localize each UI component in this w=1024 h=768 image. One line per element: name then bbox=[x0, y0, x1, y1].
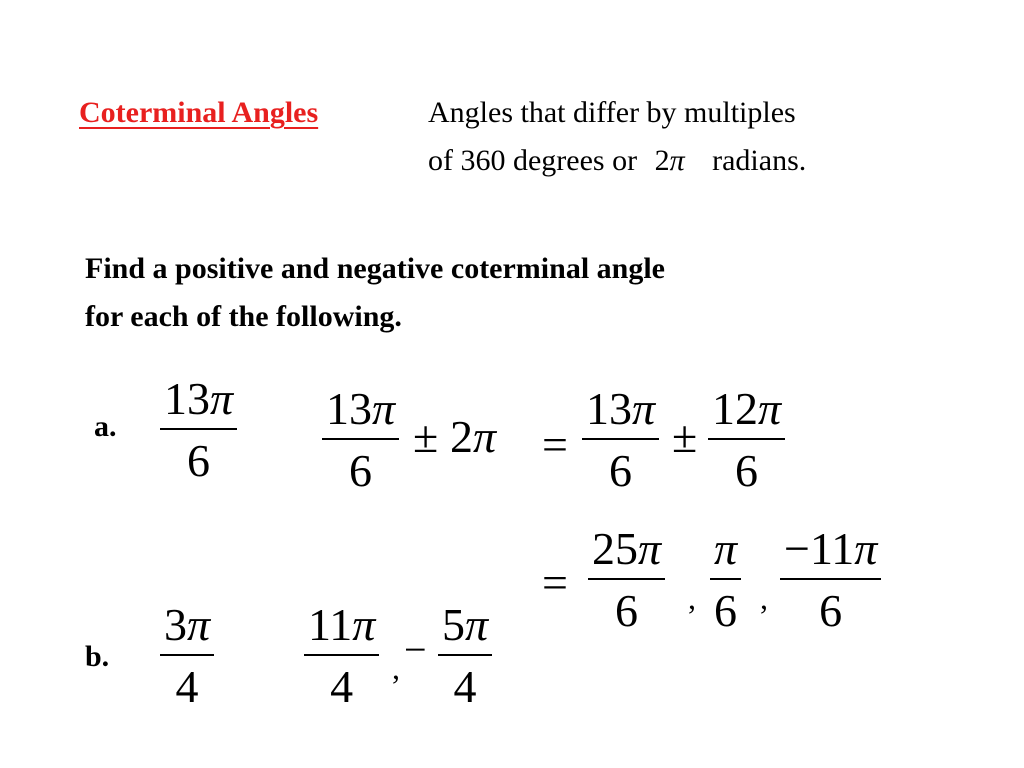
fraction-denominator: 4 bbox=[175, 661, 199, 712]
pi-symbol: π bbox=[669, 144, 685, 177]
comma-separator: , bbox=[760, 580, 768, 616]
fraction-denominator: 4 bbox=[453, 661, 477, 712]
instruction-line-2: for each of the following. bbox=[85, 300, 402, 333]
problem-b-given-fraction bbox=[160, 599, 214, 712]
fraction-numerator: π bbox=[714, 523, 738, 574]
problem-a-step2-fraction-1 bbox=[582, 383, 659, 496]
problem-b-label: b. bbox=[85, 640, 110, 673]
instruction-line-1: Find a positive and negative coterminal angle bbox=[85, 252, 665, 285]
fraction-denominator: 6 bbox=[609, 445, 633, 496]
fraction-denominator: 6 bbox=[349, 445, 373, 496]
fraction-numerator: 13π bbox=[326, 383, 396, 434]
definition-suffix: radians. bbox=[712, 144, 807, 177]
plus-minus-symbol: ± bbox=[413, 411, 439, 462]
fraction-numerator: 12π bbox=[712, 383, 782, 434]
fraction-denominator: 6 bbox=[735, 445, 759, 496]
fraction-denominator: 4 bbox=[330, 661, 354, 712]
plus-minus-symbol: ± bbox=[672, 411, 698, 462]
fraction-numerator: 3π bbox=[164, 599, 211, 650]
fraction-numerator: 13π bbox=[586, 383, 656, 434]
fraction-numerator: 11π bbox=[308, 599, 376, 650]
fraction-numerator: 13π bbox=[164, 373, 234, 424]
comma-separator: , bbox=[688, 580, 696, 616]
definition-line-2 bbox=[428, 144, 806, 178]
fraction-denominator: 6 bbox=[819, 585, 843, 636]
problem-a-answer-fraction-2 bbox=[710, 523, 741, 636]
definition-prefix: of 360 degrees or bbox=[428, 144, 638, 177]
equals-sign: = bbox=[542, 419, 568, 470]
slide-title: Coterminal Angles bbox=[79, 96, 319, 129]
fraction-numerator: −11π bbox=[784, 523, 878, 574]
problem-a-answer-fraction-1 bbox=[588, 523, 665, 636]
two-digit: 2 bbox=[654, 144, 670, 177]
problem-a-given-fraction bbox=[160, 373, 237, 486]
fraction-denominator: 6 bbox=[615, 585, 639, 636]
problem-a-answer-fraction-3 bbox=[780, 523, 881, 636]
problem-a-step1-fraction bbox=[322, 383, 399, 496]
problem-a-step2-fraction-2 bbox=[708, 383, 785, 496]
definition-line-1: Angles that differ by multiples bbox=[428, 96, 796, 129]
fraction-denominator: 6 bbox=[714, 585, 738, 636]
problem-b-answer-fraction-2 bbox=[438, 599, 492, 712]
two-pi-expression bbox=[655, 144, 685, 177]
fraction-numerator: 5π bbox=[442, 599, 489, 650]
problem-a-label: a. bbox=[94, 410, 117, 443]
equals-sign: = bbox=[542, 557, 568, 608]
fraction-denominator: 6 bbox=[187, 435, 211, 486]
minus-sign: − bbox=[404, 627, 427, 672]
problem-b-answer-fraction-1 bbox=[304, 599, 379, 712]
fraction-numerator: 25π bbox=[592, 523, 662, 574]
comma-separator: , bbox=[392, 650, 400, 686]
two-pi-term: 2π bbox=[450, 411, 497, 462]
